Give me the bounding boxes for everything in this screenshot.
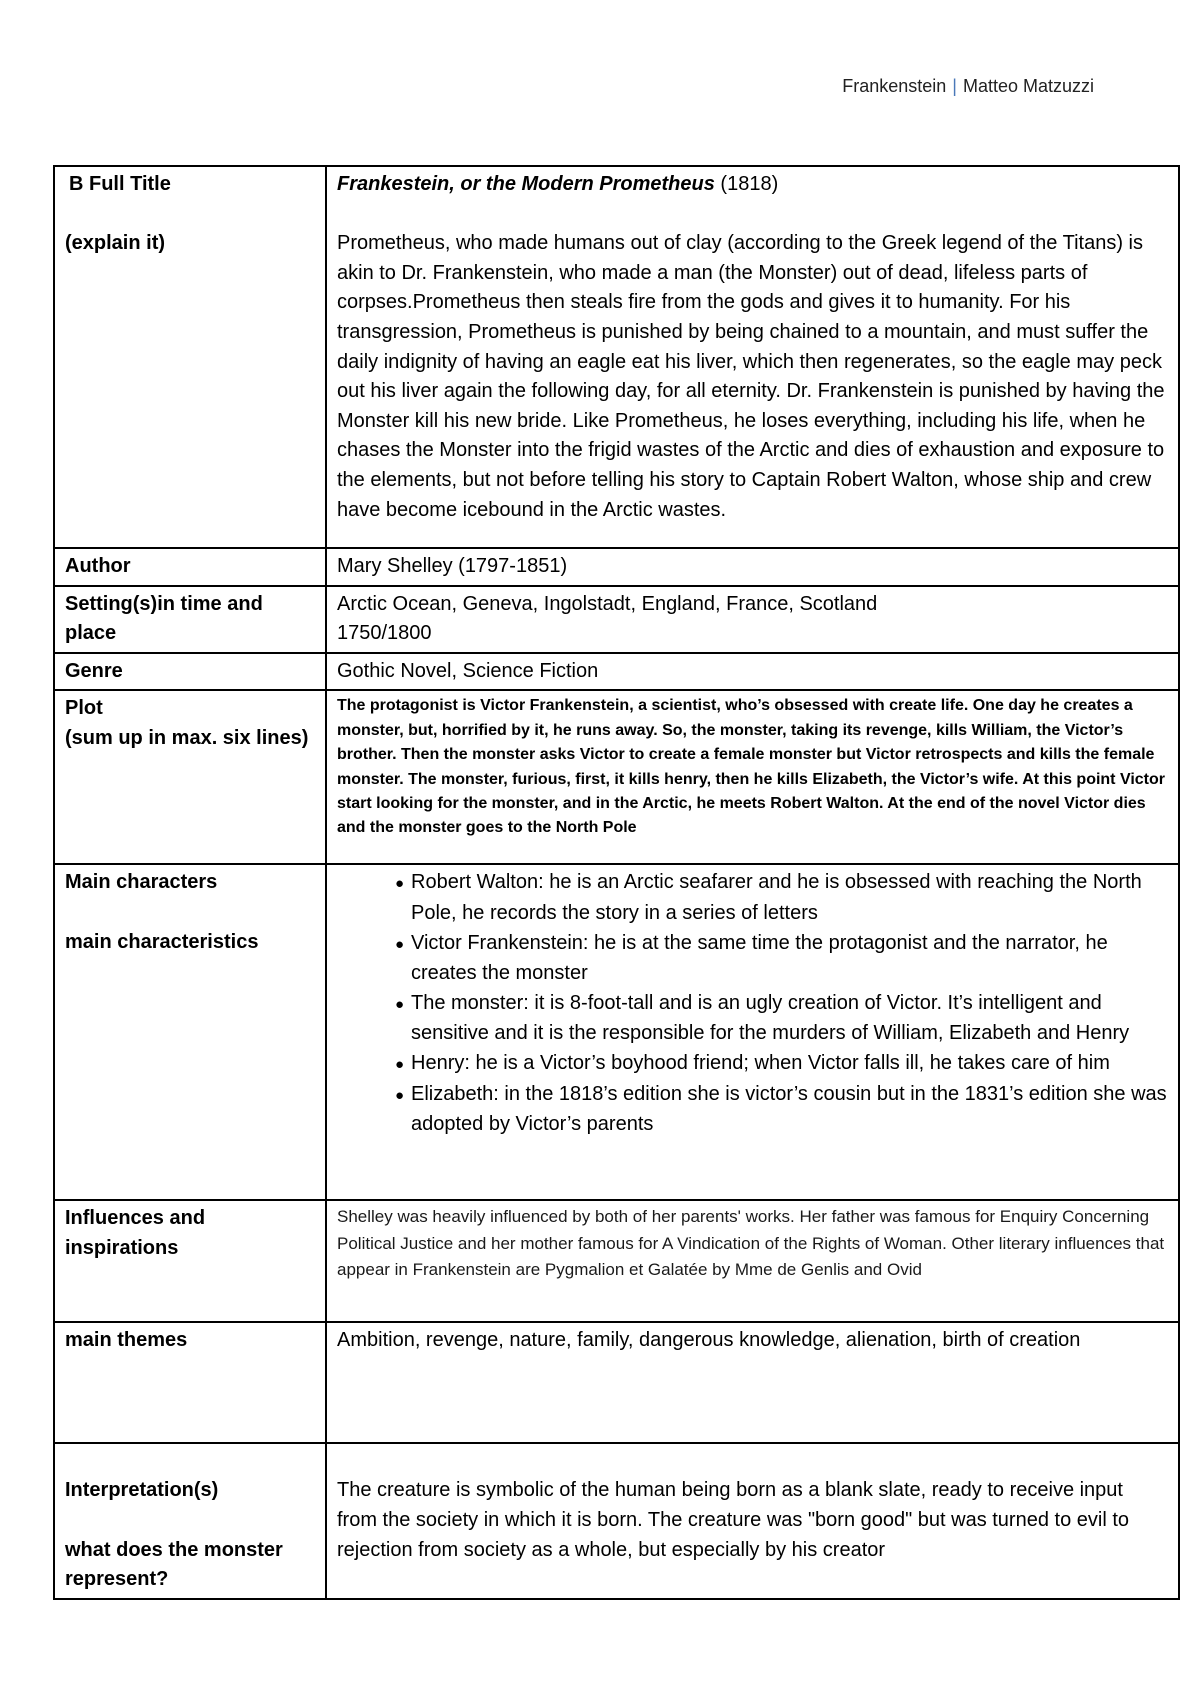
content-cell-characters [326, 864, 1179, 1200]
character-text: Robert Walton: he is an Arctic seafarer and he is obsessed with reaching the North Pole, he records the story in a series of letters [411, 871, 1142, 924]
author-value: Mary Shelley (1797-1851) [326, 548, 1179, 586]
label-setting: Setting(s)in time and place [54, 586, 326, 653]
list-item [395, 1049, 1168, 1080]
label-monster-represent: what does the monster represent? [65, 1538, 283, 1591]
row-setting [54, 586, 1179, 653]
title-explanation: Prometheus, who made humans out of clay (according to the Greek legend of the Titans) is akin to Dr. Frankenstein, who made a man (the Monster) out of dead, lifeless parts of corpses.Prometheus then steals fire from the gods and gives it to humanity. For his transgression, Prometheus is punished by being chained to a mountain, and must suffer the daily indignity of having an eagle eat his liver, which then regenerates, so the eagle may peck out his liver again the following day, for all eternity. Dr. Frankenstein is punished by having the Monster kill his new bride. Like Prometheus, he loses everything, including his life, when he chases the Monster into the frigid wastes of the Arctic and dies of exhaustion and exposure to the elements, but not before telling his story to Captain Robert Walton, whose ship and crew have become icebound in the Arctic wastes. [337, 232, 1165, 521]
row-genre [54, 653, 1179, 691]
label-interpretation: Interpretation(s) [65, 1479, 219, 1502]
label-main-characteristics: main characteristics [65, 930, 259, 953]
row-interpretation [54, 1443, 1179, 1598]
character-text: The monster: it is 8-foot-tall and is an ugly creation of Victor. It’s intelligent and sensitive and it is the responsible for the murders of William, Elizabeth and Henry [411, 991, 1130, 1045]
row-author [54, 548, 1179, 586]
literature-info-table [53, 165, 1180, 1600]
book-year: (1818) [720, 173, 779, 195]
label-plot: Plot [65, 697, 103, 720]
label-cell-plot [54, 690, 326, 864]
content-cell-influences [326, 1200, 1179, 1322]
setting-places: Arctic Ocean, Geneva, Ingolstadt, England, France, Scotland [337, 592, 878, 615]
character-text: Henry: he is a Victor’s boyhood friend; when Victor falls ill, he takes care of him [411, 1051, 1110, 1074]
bullet-icon: ● [395, 995, 405, 1013]
header-author-name: Matteo Matzuzzi [962, 76, 1094, 96]
list-item [395, 989, 1168, 1049]
label-genre: Genre [54, 653, 326, 691]
influences-text: Shelley was heavily influenced by both of her parents' works. Her father was famous for Enquiry Concerning Political Justice and her mother famous for A Vindication of the Rights of Woman. Other literary influences that appear in Frankenstein are Pygmalion et Galatée by Mme de Genlis and Ovid [337, 1207, 1165, 1280]
label-influences: Influences and inspirations [54, 1200, 326, 1322]
content-cell-setting [326, 586, 1179, 653]
row-full-title [54, 166, 1179, 548]
list-item [395, 868, 1168, 928]
label-cell-interpretation [54, 1443, 326, 1598]
page-header [842, 76, 1094, 97]
interpretation-value: The creature is symbolic of the human being born as a blank slate, ready to receive input from the society in which it is born. The creature was "born good" but was turned to evil to rejection from society as a whole, but especially by his creator [326, 1443, 1179, 1598]
character-text: Elizabeth: in the 1818’s edition she is victor’s cousin but in the 1831’s edition she was adopted by Victor’s parents [411, 1082, 1167, 1136]
label-author: Author [54, 548, 326, 586]
bullet-icon: ● [395, 935, 405, 953]
themes-value: Ambition, revenge, nature, family, dangerous knowledge, alienation, birth of creation [326, 1322, 1179, 1443]
header-separator: | [952, 76, 957, 96]
content-cell-plot [326, 690, 1179, 864]
row-main-characters [54, 864, 1179, 1200]
row-main-themes [54, 1322, 1179, 1443]
header-doc-title: Frankenstein [842, 76, 947, 96]
row-plot [54, 690, 1179, 864]
bullet-icon: ● [395, 1055, 405, 1073]
character-text: Victor Frankenstein: he is at the same time the protagonist and the narrator, he creates the monster [411, 931, 1108, 985]
label-full-title: B Full Title [69, 173, 171, 195]
label-main-characters: Main characters [65, 871, 218, 894]
setting-time: 1750/1800 [337, 622, 432, 645]
content-cell-full-title [326, 166, 1179, 548]
genre-value: Gothic Novel, Science Fiction [326, 653, 1179, 691]
label-cell-characters [54, 864, 326, 1200]
bullet-icon: ● [395, 1086, 405, 1104]
book-title: Frankestein, or the Modern Prometheus [337, 173, 715, 195]
row-influences [54, 1200, 1179, 1322]
plot-summary: The protagonist is Victor Frankenstein, a scientist, who’s obsessed with create life. One day he creates a monster, but, horrified by it, he runs away. So, the monster, taking its revenge, kills William, the Victor’s brother. Then the monster asks Victor to create a female monster but Victor retrospects and kills the female monster. The monster, furious, first, it kills henry, then he kills Elizabeth, the Victor’s wife. At this point Victor start looking for the monster, and in the Arctic, he meets Robert Walton. At the end of the novel Victor dies and the monster goes to the North Pole [337, 697, 1166, 837]
label-cell-full-title [54, 166, 326, 548]
label-explain-it: (explain it) [65, 232, 166, 255]
label-main-themes: main themes [54, 1322, 326, 1443]
list-item [395, 929, 1168, 989]
list-item [395, 1080, 1168, 1140]
bullet-icon: ● [395, 875, 405, 893]
character-list [337, 868, 1168, 1139]
label-plot-hint: (sum up in max. six lines) [65, 726, 309, 749]
